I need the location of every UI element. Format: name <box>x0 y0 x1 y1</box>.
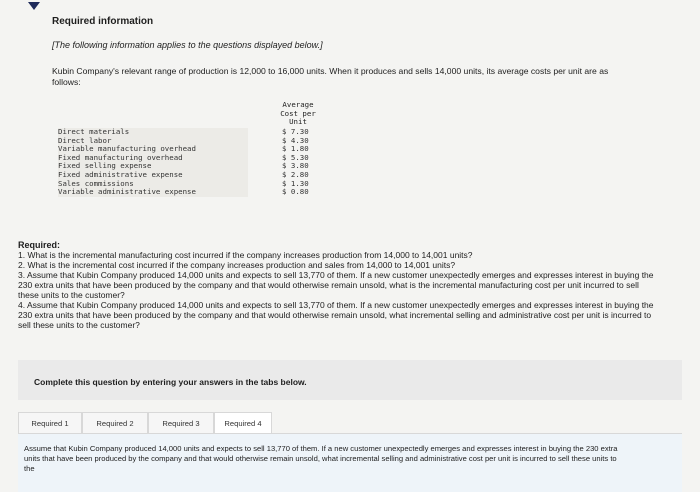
cost-row-label: Fixed administrative expense <box>58 169 183 179</box>
cost-header-line: Cost per <box>280 108 316 118</box>
tab-required-1[interactable]: Required 1 <box>18 412 82 434</box>
question-3: 3. Assume that Kubin Company produced 14,000 units and expects to sell 13,770 of them. If a new customer unexpectedly emerges and expresses interest in buying the 230 extra units that have been produced by the company and that would otherwise remain unsold, what is the incremental manufacturing cost per unit incurred to sell these units to the customer? <box>18 270 654 300</box>
required-title: Required: <box>18 240 61 250</box>
answer-tabs <box>18 412 682 434</box>
cost-row-label: Variable manufacturing overhead <box>58 144 196 154</box>
cost-header-line: Average <box>282 100 314 109</box>
tab-required-3[interactable]: Required 3 <box>148 412 214 434</box>
instruction-box <box>18 360 682 400</box>
cost-row-value: $ 1.80 <box>282 144 309 154</box>
required-questions <box>18 250 658 330</box>
cost-row-value: $ 4.30 <box>282 135 309 145</box>
cost-row-value: $ 2.80 <box>282 169 309 179</box>
cost-header-line: Unit <box>289 117 307 127</box>
cost-row-value: $ 0.80 <box>282 187 309 197</box>
tab-required-2[interactable]: Required 2 <box>82 412 148 434</box>
question-2: 2. What is the incremental cost incurred if the company increases production and sales from 14,000 to 14,001 units? <box>18 260 456 270</box>
cost-labels <box>58 128 248 197</box>
required-information-title: Required information <box>52 16 154 27</box>
question-4: 4. Assume that Kubin Company produced 14,000 units and expects to sell 13,770 of them. If a new customer unexpectedly emerges and expresses interest in buying the 230 extra units that have been produced by the company and that would otherwise remain unsold, what incremental selling and administrative cost per unit is incurred to sell these units to the customer? <box>18 300 654 330</box>
cost-row-label: Sales commissions <box>58 178 134 188</box>
tab-required-4[interactable]: Required 4 <box>214 412 272 434</box>
cost-row-value: $ 3.80 <box>282 161 309 171</box>
cost-row-label: Variable administrative expense <box>58 187 196 197</box>
cost-row-value: $ 5.30 <box>282 152 309 162</box>
information-note: [The following information applies to the questions displayed below.] <box>52 40 323 50</box>
instruction-text: Complete this question by entering your answers in the tabs below. <box>34 377 307 387</box>
cost-table-header <box>272 101 324 127</box>
cost-values <box>282 128 342 197</box>
intro-paragraph: Kubin Company's relevant range of production is 12,000 to 16,000 units. When it produces and sells 14,000 units, its average costs per unit are as follows: <box>52 66 609 87</box>
cost-row-label: Fixed manufacturing overhead <box>58 152 183 162</box>
question-1: 1. What is the incremental manufacturing cost incurred if the company increases production from 14,000 to 14,001 units? <box>18 250 473 260</box>
cost-row-value: $ 1.30 <box>282 178 309 188</box>
cost-row-label: Direct labor <box>58 135 112 145</box>
cost-row-label: Direct materials <box>58 127 130 136</box>
collapse-chevron-icon[interactable] <box>28 2 40 10</box>
answer-panel <box>18 433 682 492</box>
cost-row-value: $ 7.30 <box>282 127 309 136</box>
answer-panel-text: Assume that Kubin Company produced 14,000 units and expects to sell 13,770 of them. If a new customer unexpectedly emerges and expresses interest in buying the 230 extra units that have been produced by the company and that would otherwise remain unsold, what incremental selling and administrative cost per unit is incurred to sell these units to the <box>24 444 618 473</box>
cost-row-label: Fixed selling expense <box>58 161 152 171</box>
